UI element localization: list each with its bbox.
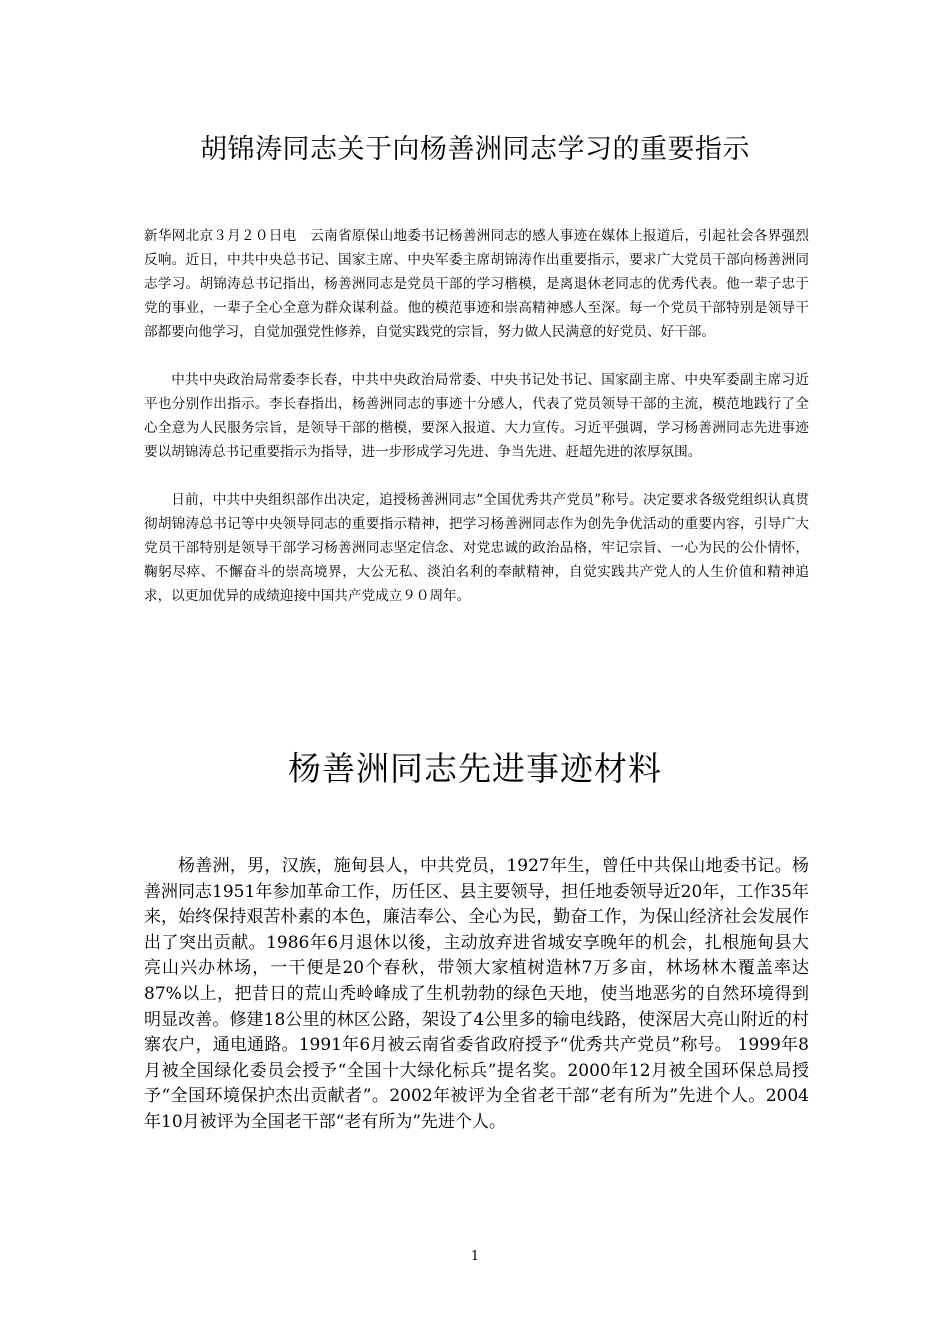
page-number: 1 — [470, 1249, 480, 1264]
biography-title: 杨善洲同志先进事迹材料 — [288, 749, 662, 788]
news-paragraph-2: 中共中央政治局常委李长春，中共中央政治局常委、中央书记处书记、国家副主席、中央军委副主席习近平也分别作出指示。李长春指出，杨善洲同志的事迹十分感人，代表了党员领导干部的主流，模范地践行了全心全意为人民服务宗旨，是领导干部的楷模，要深入报道、大力宣传。习近平强调，学习杨善洲同志先进事迹要以胡锦涛总书记重要指示为指导，进一步形成学习先进、争当先进、赶超先进的浓厚氛围。 — [144, 372, 809, 460]
news-section — [144, 224, 809, 632]
news-paragraph-1: 新华网北京３月２０日电 云南省原保山地委书记杨善洲同志的感人事迹在媒体上报道后，引起社会各界强烈反响。近日，中共中央总书记、国家主席、中央军委主席胡锦涛作出重要指示，要求广大党员干部向杨善洲同志学习。胡锦涛总书记指出，杨善洲同志是党员干部的学习楷模，是离退休老同志的优秀代表。他一辈子忠于党的事业，一辈子全心全意为群众谋利益。他的模范事迹和崇高精神感人至深。每一个党员干部特别是领导干部都要向他学习，自觉加强党性修养，自觉实践党的宗旨，努力做人民满意的好党员、好干部。 — [144, 228, 809, 340]
biography-section — [144, 854, 809, 1136]
biography-paragraph: 杨善洲，男，汉族，施甸县人，中共党员，1927年生，曾任中共保山地委书记。杨善洲同志1951年参加革命工作，历任区、县主要领导，担任地委领导近20年，工作35年来，始终保持艰苦朴素的本色，廉洁奉公、全心为民，勤奋工作，为保山经济社会发展作出了突出贡献。1986年6月退休以後，主动放弃进省城安享晚年的机会，扎根施甸县大亮山兴办林场，一干便是20个春秋，带领大家植树造林7万多亩，林场林木覆盖率达87%以上，把昔日的荒山秃岭峰成了生机勃勃的绿色天地，使当地恶劣的自然环境得到明显改善。修建18公里的林区公路，架设了4公里多的输电线路，使深居大亮山附近的村寨农户，通电通路。1991年6月被云南省委省政府授予“优秀共产党员”称号。 1999年8月被全国绿化委员会授予“全国十大绿化标兵”提名奖。2000年12月被全国环保总局授予“全国环境保护杰出贡献者”。2002年被评为全省老干部“老有所为”先进个人。2004年10月被评为全国老干部“老有所为”先进个人。 — [144, 856, 809, 1132]
news-paragraph-3: 日前，中共中央组织部作出决定，追授杨善洲同志“全国优秀共产党员”称号。决定要求各级党组织认真贯彻胡锦涛总书记等中央领导同志的重要指示精神，把学习杨善洲同志作为创先争优活动的重要内容，引导广大党员干部特别是领导干部学习杨善洲同志坚定信念、对党忠诚的政治品格，牢记宗旨、一心为民的公仆情怀，鞠躬尽瘁、不懈奋斗的崇高境界，大公无私、淡泊名利的奉献精神，自觉实践共产党人的人生价值和精神追求，以更加优异的成绩迎接中国共产党成立９０周年。 — [144, 492, 809, 604]
document-title: 胡锦涛同志关于向杨善洲同志学习的重要指示 — [200, 134, 750, 165]
